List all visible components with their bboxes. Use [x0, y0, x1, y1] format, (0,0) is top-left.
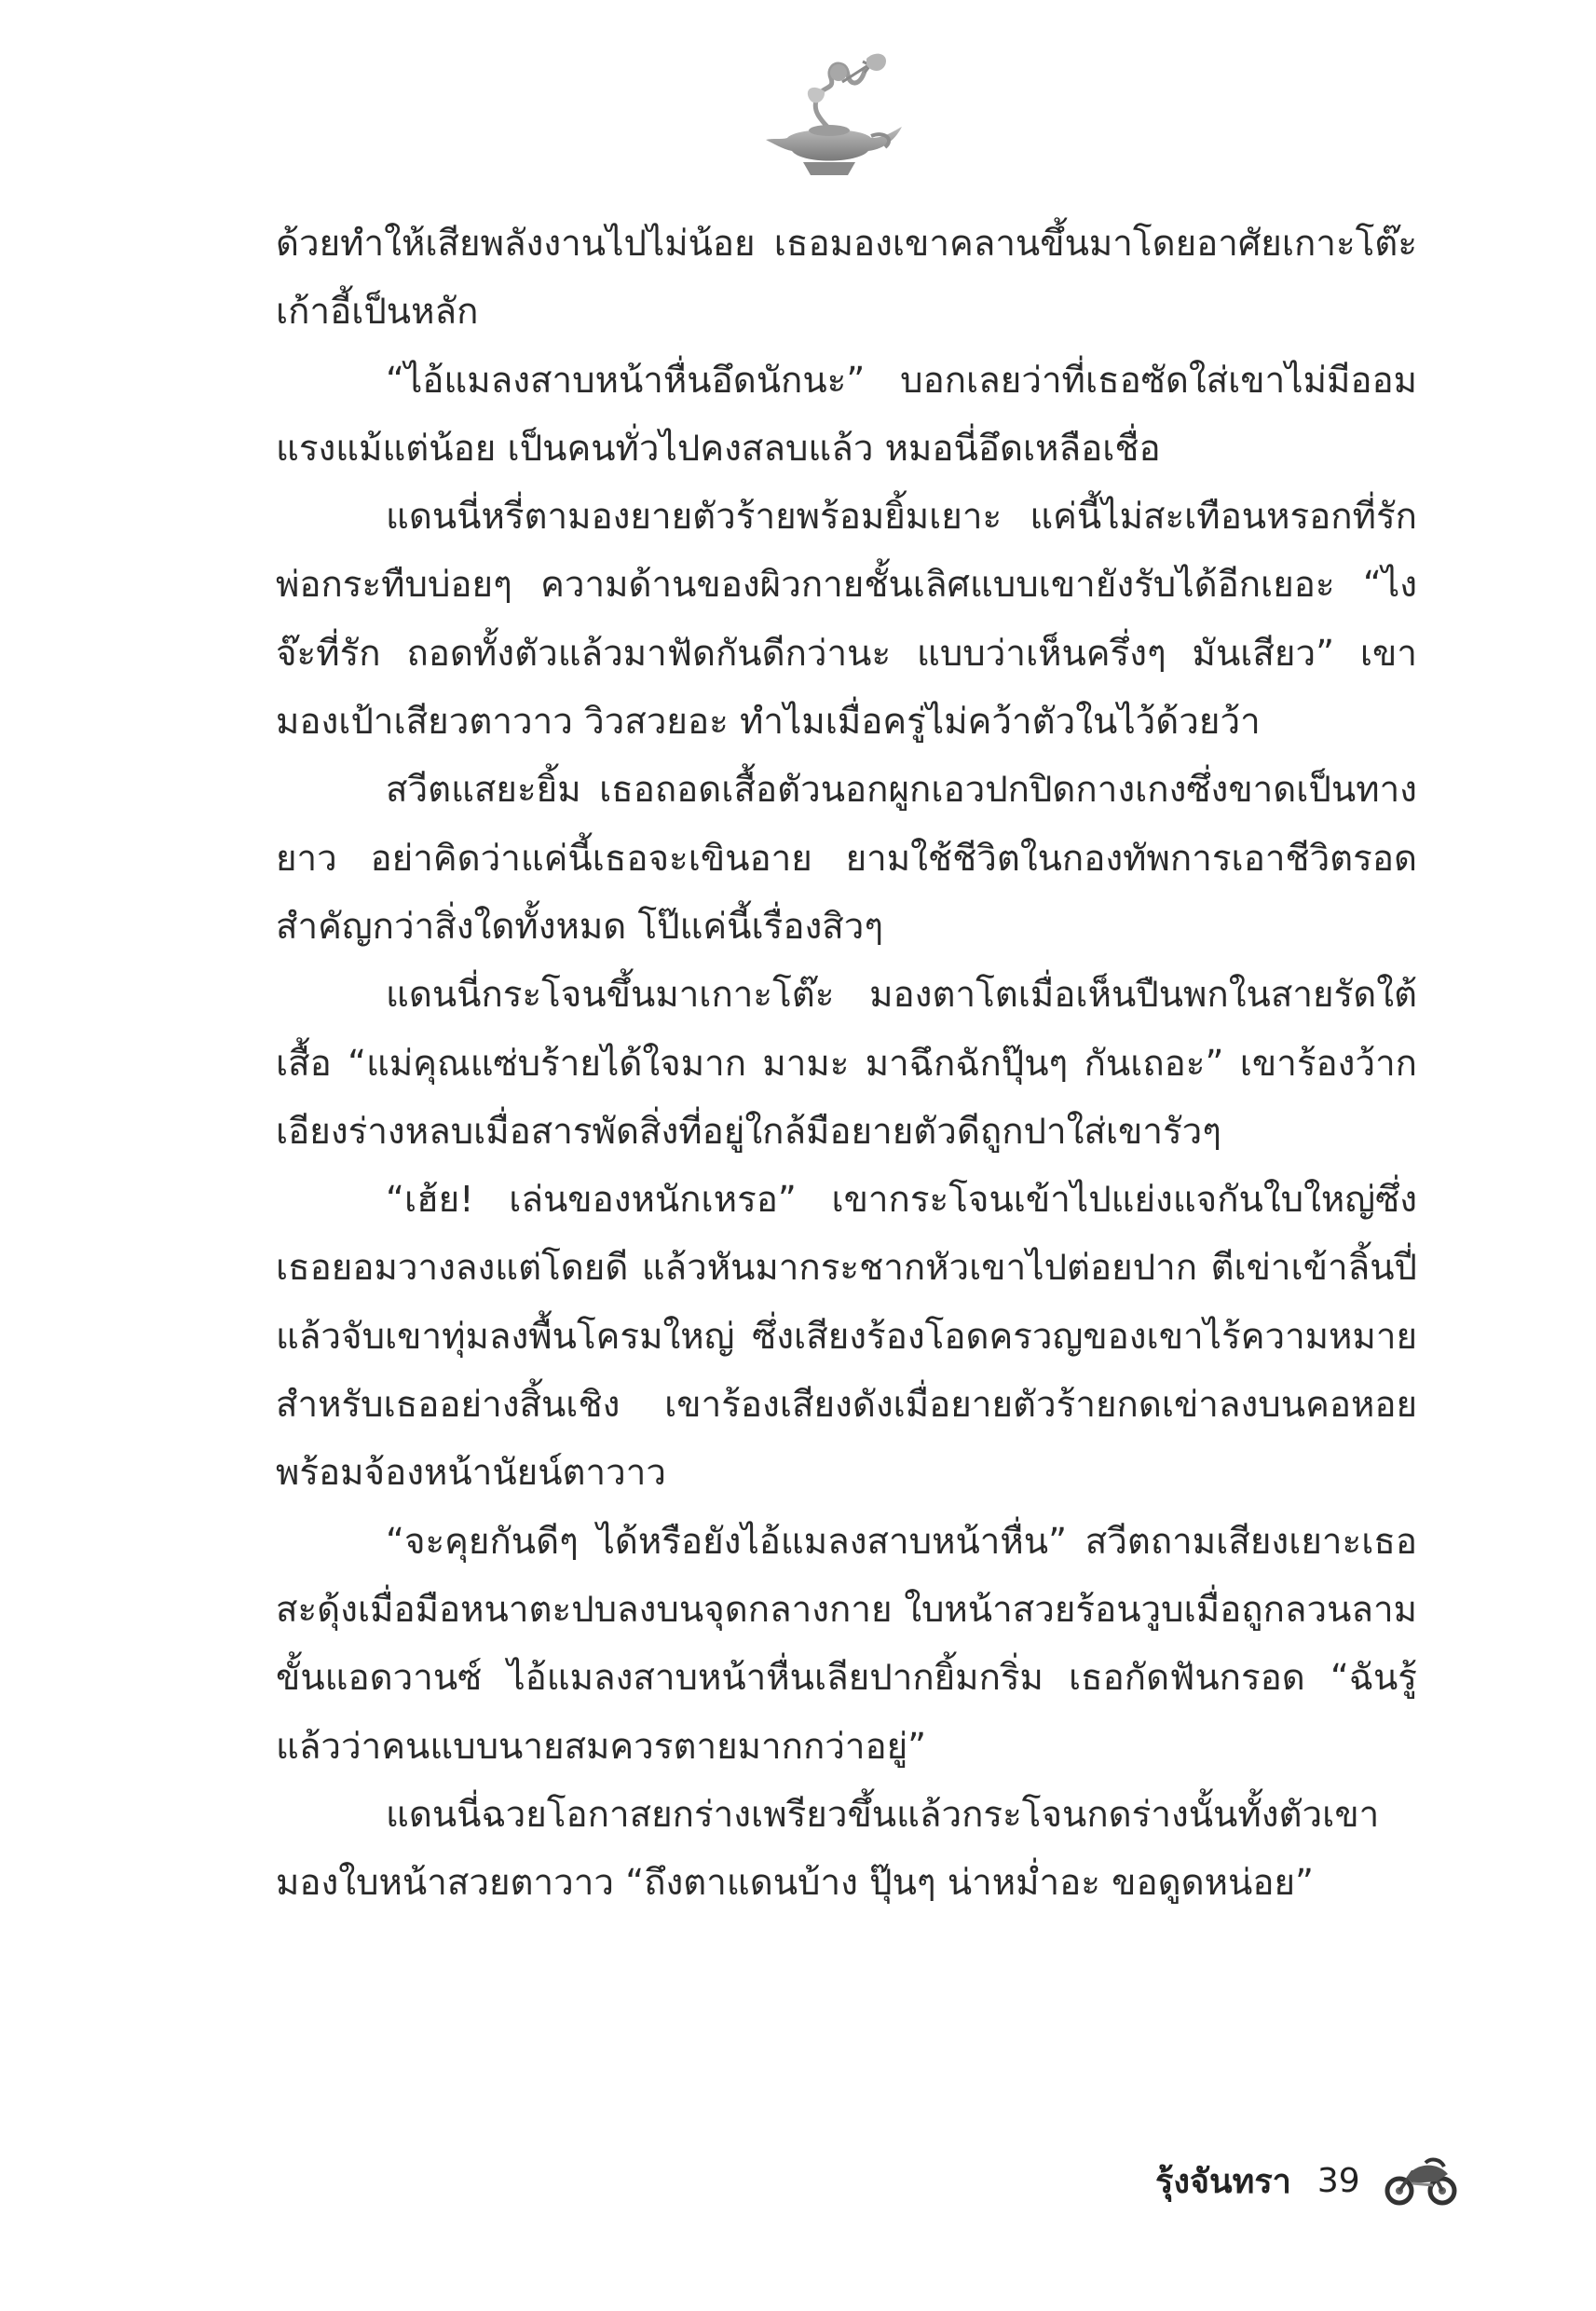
- page-footer: [1155, 2143, 1463, 2218]
- page-number: 39: [1316, 2161, 1360, 2200]
- paragraph: แดนนี่ฉวยโอกาสยกร่างเพรียวขึ้นแล้วกระโจนกดร่างนั้นทั้งตัวเขามองใบหน้าสวยตาวาว “ถึงตาแดนบ้าง ปุ๊นๆ น่าหม่ำอะ ขอดูดหน่อย”: [276, 1793, 1380, 1905]
- paragraph: สวีตแสยะยิ้ม เธอถอดเสื้อตัวนอกผูกเอวปกปิดกางเกงซึ่งขาดเป็นทางยาว อย่าคิดว่าแค่นี้เธอจะเขินอาย ยามใช้ชีวิตในกองทัพการเอาชีวิตรอดสำคัญกว่าสิ่งใดทั้งหมด โป๊แค่นี้เรื่องสิวๆ: [276, 769, 1417, 948]
- paragraph: “จะคุยกันดีๆ ได้หรือยังไอ้แมลงสาบหน้าหื่น” สวีตถามเสียงเยาะเธอสะดุ้งเมื่อมือหนาตะปบลงบนจุดกลางกาย ใบหน้าสวยร้อนวูบเมื่อถูกลวนลามขั้นแอดวานซ์ ไอ้แมลงสาบหน้าหื่นเลียปากยิ้มกริ่ม เธอกัดฟันกรอด “ฉันรู้แล้วว่าคนแบบนายสมควรตายมากกว่าอยู่”: [276, 1520, 1417, 1768]
- book-title: รุ้งจันทรา: [1155, 2162, 1291, 2201]
- paragraph: แดนนี่กระโจนขึ้นมาเกาะโต๊ะ มองตาโตเมื่อเห็นปืนพกในสายรัดใต้เสื้อ “แม่คุณแซ่บร้ายได้ใจมาก มามะ มาฉึกฉักปุ๊นๆ กันเถอะ” เขาร้องว้ากเอียงร่างหลบเมื่อสารพัดสิ่งที่อยู่ใกล้มือยายตัวดีถูกปาใส่เขารัวๆ: [276, 974, 1417, 1153]
- paragraph: ด้วยทำให้เสียพลังงานไปไม่น้อย เธอมองเขาคลานขึ้นมาโดยอาศัยเกาะโต๊ะเก้าอี้เป็นหลัก: [276, 223, 1417, 334]
- paragraph: แดนนี่หรี่ตามองยายตัวร้ายพร้อมยิ้มเยาะ แค่นี้ไม่สะเทือนหรอกที่รัก พ่อกระทืบบ่อยๆ ความด้านของผิวกายชั้นเลิศแบบเขายังรับได้อีกเยอะ “ไงจ๊ะที่รัก ถอดทั้งตัวแล้วมาฟัดกันดีกว่านะ แบบว่าเห็นครึ่งๆ มันเสียว” เขามองเป้าเสียวตาวาว วิวสวยอะ ทำไมเมื่อครู่ไม่คว้าตัวในไว้ด้วยว้า: [276, 496, 1417, 744]
- cupid-lamp-ornament-icon: [745, 45, 913, 185]
- body-text: [276, 210, 1417, 1917]
- paragraph: “เฮ้ย! เล่นของหนักเหรอ” เขากระโจนเข้าไปแย่งแจกันใบใหญ่ซึ่งเธอยอมวางลงแต่โดยดี แล้วหันมากระชากหัวเขาไปต่อยปาก ตีเข่าเข้าลิ้นปี่ แล้วจับเขาทุ่มลงพื้นโครมใหญ่ ซึ่งเสียงร้องโอดครวญของเขาไร้ความหมายสำหรับเธออย่างสิ้นเชิง เขาร้องเสียงดังเมื่อยายตัวร้ายกดเข่าลงบนคอหอยพร้อมจ้องหน้านัยน์ตาวาว: [276, 1179, 1417, 1495]
- paragraph: “ไอ้แมลงสาบหน้าหื่นอึดนักนะ” บอกเลยว่าที่เธอซัดใส่เขาไม่มีออมแรงแม้แต่น้อย เป็นคนทั่วไปคงสลบแล้ว หมอนี่อึดเหลือเชื่อ: [276, 359, 1417, 470]
- motorcycle-icon: [1385, 2154, 1457, 2208]
